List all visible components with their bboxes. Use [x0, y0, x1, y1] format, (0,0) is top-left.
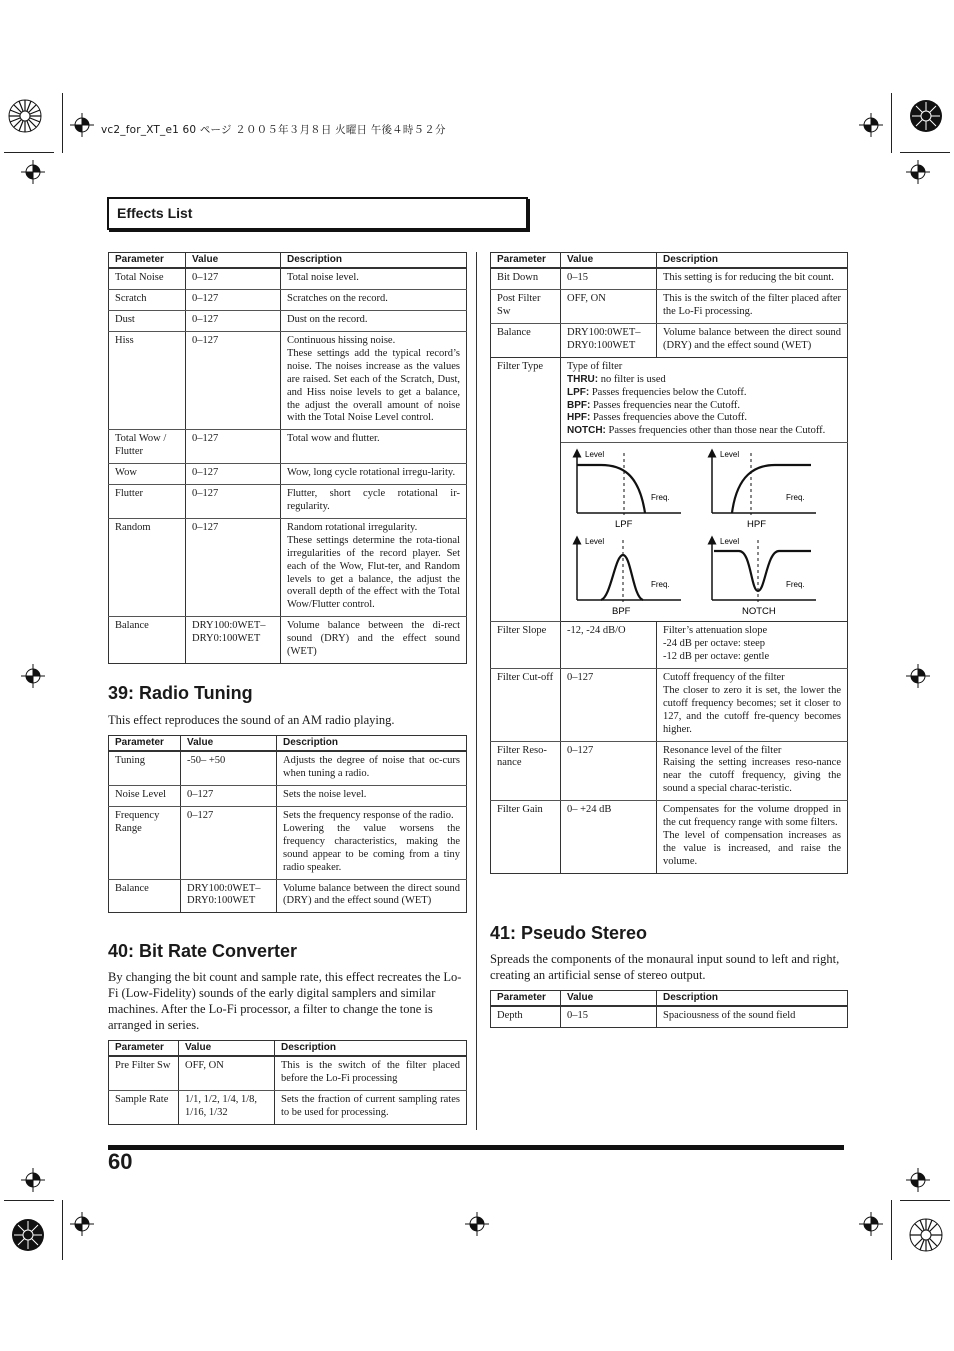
table-row: [109, 464, 467, 485]
lpf-curve: [577, 465, 645, 513]
column-header-description: Description: [281, 253, 467, 269]
filter-type-item: [567, 374, 841, 387]
pseudo-stereo-parameter-table: [490, 990, 848, 1028]
filter-type-text: no filter is used: [598, 373, 666, 385]
description-cell: [281, 290, 467, 311]
column-header-description: Description: [657, 253, 848, 269]
description-cell: [281, 332, 467, 430]
param-cell: Post Filter Sw: [491, 290, 561, 324]
value-cell: 0–127: [186, 311, 281, 332]
crosshair-mark: [859, 1212, 883, 1236]
table-row: [109, 751, 467, 785]
filter-type-key: LPF:: [567, 386, 590, 398]
description-cell: [657, 741, 848, 801]
value-cell: 0–127: [186, 290, 281, 311]
filter-type-item: [567, 425, 841, 438]
value-cell: 0–15: [561, 1006, 657, 1027]
table-body: [491, 622, 848, 873]
bpf-freq-label: Freq.: [651, 580, 670, 590]
hpf-label: HPF: [747, 519, 766, 531]
description-cell: [281, 485, 467, 519]
hpf-level-label: Level: [720, 450, 740, 460]
table-row: [109, 786, 467, 807]
notch-level-label: Level: [720, 537, 740, 547]
value-cell: 0–127: [181, 807, 277, 880]
filter-type-intro: Type of filter: [567, 360, 623, 372]
section-intro-pseudo-stereo: Spreads the components of the monaural input sound to left and right, creating an artificial sense of stereo output.: [490, 952, 840, 982]
value-cell: 0–127: [181, 786, 277, 807]
description-line: This setting is for reducing the bit count.: [663, 272, 834, 284]
description-cell: [277, 879, 467, 913]
description-line: Filter’s attenuation slope: [663, 625, 768, 637]
registration-mark-bottom-left: [2, 1208, 60, 1266]
filter-type-key: BPF:: [567, 399, 591, 411]
value-cell: -12, -24 dB/O: [561, 622, 657, 669]
table-row: [109, 1056, 467, 1090]
section-label-box: [107, 197, 528, 230]
crosshair-mark: [906, 664, 930, 688]
description-line: Sets the frequency response of the radio.: [283, 810, 454, 822]
param-cell: Hiss: [109, 332, 186, 430]
description-cell: [281, 311, 467, 332]
table-row: [109, 617, 467, 664]
crop-line: [900, 152, 950, 153]
description-cell: [657, 622, 848, 669]
table-row: [491, 622, 848, 669]
table-row: [491, 324, 848, 358]
param-cell: Balance: [109, 879, 181, 913]
param-cell: Filter Gain: [491, 801, 561, 874]
description-line: Raising the setting increases reso-nance near the cutoff frequency, giving the sound a special charac-teristic.: [663, 757, 841, 795]
hpf-freq-label: Freq.: [786, 493, 805, 503]
description-cell: [281, 430, 467, 464]
section-title-pseudo-stereo: 41: Pseudo Stereo: [490, 923, 648, 943]
crosshair-mark: [21, 160, 45, 184]
crop-line: [62, 93, 63, 153]
description-cell: [281, 518, 467, 616]
crosshair-mark: [906, 1168, 930, 1192]
description-cell: [657, 1006, 848, 1027]
table-row: [491, 1006, 848, 1027]
lpf-label: LPF: [615, 519, 633, 531]
crosshair-mark: [465, 1212, 489, 1236]
filter-type-description: [561, 357, 848, 442]
column-header-value: Value: [186, 253, 281, 269]
filter-type-text: Passes frequencies near the Cutoff.: [590, 399, 741, 411]
description-line: Volume balance between the direct sound (DRY) and the effect sound (WET): [663, 327, 841, 351]
filter-graphs-svg: [561, 443, 841, 621]
filter-response-graphs: [561, 443, 847, 621]
page-number: 60: [108, 1149, 133, 1174]
description-line: Cutoff frequency of the filter: [663, 671, 785, 683]
column-header-parameter: Parameter: [109, 253, 186, 269]
param-cell: Bit Down: [491, 268, 561, 289]
column-header-parameter: Parameter: [491, 253, 561, 269]
column-header-parameter: Parameter: [109, 1041, 179, 1057]
column-header-parameter: Parameter: [491, 991, 561, 1007]
description-line: Resonance level of the filter: [663, 744, 782, 756]
table-row: [109, 268, 467, 289]
param-cell: Scratch: [109, 290, 186, 311]
table-row: [109, 807, 467, 880]
description-line: This is the switch of the filter placed before the Lo-Fi processing: [281, 1060, 460, 1085]
param-cell: Filter Slope: [491, 622, 561, 669]
table-row: [109, 430, 467, 464]
crosshair-mark: [21, 1168, 45, 1192]
filter-type-text: Passes frequencies below the Cutoff.: [589, 386, 747, 398]
filter-type-key: THRU:: [567, 373, 599, 385]
filter-type-list: [567, 374, 841, 439]
description-cell: [275, 1056, 467, 1090]
description-line: These settings add the typical record’s noise. The noises increase as the values are raised. Set each of the Scratch, Dust, and Hiss noise levels to get a balance, the adjust the overall amount of noise with the Total Noise Level control.: [287, 347, 460, 424]
value-cell: -50– +50: [181, 751, 277, 785]
description-line: Volume balance between the di-rect sound (DRY) and the effect sound (WET): [287, 620, 460, 658]
value-cell: 0–127: [186, 430, 281, 464]
crop-line: [62, 1200, 63, 1260]
description-line: -12 dB per octave: gentle: [663, 651, 770, 663]
registration-mark-top-left: [2, 92, 60, 150]
crosshair-mark: [70, 1212, 94, 1236]
param-cell: Random: [109, 518, 186, 616]
value-cell: 0–127: [186, 332, 281, 430]
description-line: These settings determine the rota-tional irregularities of the record player. Set each of the Wow, Flut-ter, and Random levels to get a balance, the adjust the overall depth of the effect with the Total Wow/Flutter control.: [287, 534, 460, 611]
table-body: [109, 751, 467, 913]
section-title-radio-tuning: 39: Radio Tuning: [108, 683, 253, 703]
table-row: [109, 518, 467, 616]
param-cell: Balance: [491, 324, 561, 358]
section-intro-radio-tuning: This effect reproduces the sound of an AM radio playing.: [108, 713, 395, 727]
description-line: Dust on the record.: [287, 314, 368, 326]
description-line: Continuous hissing noise.: [287, 335, 396, 347]
description-cell: [657, 668, 848, 741]
param-cell: Sample Rate: [109, 1091, 179, 1125]
description-line: Random rotational irregularity.: [287, 521, 418, 533]
description-line: The level of compensation increases as the value is increased, and raise the volume.: [663, 829, 841, 867]
description-line: Total noise level.: [287, 272, 359, 284]
filter-graphs-cell: [561, 443, 848, 622]
value-cell: DRY100:0WET– DRY0:100WET: [561, 324, 657, 358]
section-title-bit-rate-converter: 40: Bit Rate Converter: [108, 941, 298, 961]
table-row: [491, 668, 848, 741]
description-cell: [657, 324, 848, 358]
value-cell: 1/1, 1/2, 1/4, 1/8, 1/16, 1/32: [179, 1091, 275, 1125]
value-cell: DRY100:0WET– DRY0:100WET: [181, 879, 277, 913]
value-cell: 0– +24 dB: [561, 801, 657, 874]
table-row: [491, 290, 848, 324]
column-divider: [476, 252, 477, 1130]
description-cell: [277, 807, 467, 880]
table-row: [109, 290, 467, 311]
filter-type-text: Passes frequencies other than those near the Cutoff.: [605, 425, 826, 437]
param-cell: Filter Type: [491, 357, 561, 621]
description-line: Flutter, short cycle rotational ir-regularity.: [287, 488, 460, 512]
column-header-value: Value: [179, 1041, 275, 1057]
bit-rate-continued-table: [490, 252, 848, 874]
filter-type-block: [491, 357, 848, 621]
param-cell: Wow: [109, 464, 186, 485]
table-row: [491, 741, 848, 801]
filter-type-key: NOTCH:: [567, 425, 606, 437]
registration-mark-bottom-right: [898, 1208, 952, 1266]
table-row: [109, 1091, 467, 1125]
description-cell: [277, 751, 467, 785]
value-cell: 0–15: [561, 268, 657, 289]
radio-tuning-parameter-table: [108, 735, 467, 913]
description-line: Spaciousness of the sound field: [663, 1010, 796, 1022]
lpf-level-label: Level: [585, 450, 605, 460]
notch-freq-label: Freq.: [786, 580, 805, 590]
description-cell: [281, 268, 467, 289]
column-header-description: Description: [277, 736, 467, 752]
noise-parameter-table: [108, 252, 467, 664]
param-cell: Flutter: [109, 485, 186, 519]
table-row: [109, 485, 467, 519]
registration-mark-top-right: [902, 92, 952, 150]
table-row: [109, 879, 467, 913]
value-cell: 0–127: [186, 518, 281, 616]
description-line: Total wow and flutter.: [287, 433, 380, 445]
description-line: Sets the noise level.: [283, 789, 367, 801]
filter-type-item: [567, 387, 841, 400]
param-cell: Filter Reso-nance: [491, 741, 561, 801]
param-cell: Pre Filter Sw: [109, 1056, 179, 1090]
table-body: [109, 1056, 467, 1124]
value-cell: 0–127: [186, 268, 281, 289]
description-line: Sets the fraction of current sampling rates to be used for processing.: [281, 1094, 460, 1119]
column-header-description: Description: [275, 1041, 467, 1057]
table-body: [491, 1006, 848, 1027]
column-header-value: Value: [561, 253, 657, 269]
description-line: Scratches on the record.: [287, 293, 388, 305]
description-line: The closer to zero it is set, the lower the cutoff frequency becomes; set it closer to 127, and the cutoff fre-quency becomes higher.: [663, 684, 841, 735]
param-cell: Total Wow / Flutter: [109, 430, 186, 464]
table-body: [109, 268, 467, 663]
crosshair-mark: [859, 113, 883, 137]
crop-line: [4, 1200, 54, 1201]
param-cell: Noise Level: [109, 786, 181, 807]
column-header-value: Value: [561, 991, 657, 1007]
table-body: [491, 268, 848, 357]
description-cell: [657, 290, 848, 324]
filter-type-item: [567, 400, 841, 413]
crop-line: [4, 152, 54, 153]
bit-rate-parameter-table: [108, 1040, 467, 1125]
crop-line: [891, 1200, 892, 1260]
column-header-description: Description: [657, 991, 848, 1007]
value-cell: 0–127: [561, 741, 657, 801]
lpf-freq-label: Freq.: [651, 493, 670, 503]
value-cell: 0–127: [186, 464, 281, 485]
filter-type-item: [567, 412, 841, 425]
value-cell: DRY100:0WET– DRY0:100WET: [186, 617, 281, 664]
table-row: [109, 332, 467, 430]
description-cell: [281, 617, 467, 664]
description-line: Volume balance between the direct sound (DRY) and the effect sound (WET): [283, 882, 460, 907]
crosshair-mark: [906, 160, 930, 184]
param-cell: Tuning: [109, 751, 181, 785]
value-cell: 0–127: [186, 485, 281, 519]
param-cell: Frequency Range: [109, 807, 181, 880]
section-intro-bit-rate-converter: By changing the bit count and sample rate, this effect recreates the Lo-Fi (Low-Fidelity) sounds of the early digital samplers and similar machines. After the Lo-Fi processor, a filter to change the tone is arranged in series.: [108, 970, 462, 1032]
description-line: Compensates for the volume dropped in the cut frequency range with some filters.: [663, 804, 841, 829]
value-cell: OFF, ON: [179, 1056, 275, 1090]
description-line: Lowering the value worsens the frequency characteristics, making the sound appear to be coming from a tiny radio speaker.: [283, 822, 460, 873]
bpf-level-label: Level: [585, 537, 605, 547]
description-cell: [657, 801, 848, 874]
table-row: [109, 311, 467, 332]
description-cell: [281, 464, 467, 485]
column-header-value: Value: [181, 736, 277, 752]
hpf-curve: [732, 465, 811, 513]
crosshair-mark: [70, 113, 94, 137]
param-cell: Balance: [109, 617, 186, 664]
print-header-line: vc2_for_XT_e1 60 ページ ２００５年３月８日 火曜日 午後４時５２分: [101, 124, 446, 136]
crosshair-mark: [21, 664, 45, 688]
param-cell: Total Noise: [109, 268, 186, 289]
value-cell: 0–127: [561, 668, 657, 741]
filter-type-text: Passes frequencies above the Cutoff.: [590, 412, 748, 424]
description-line: This is the switch of the filter placed after the Lo-Fi processing.: [663, 293, 841, 318]
bpf-curve: [601, 555, 643, 600]
table-row: [491, 801, 848, 874]
value-cell: OFF, ON: [561, 290, 657, 324]
table-row: [491, 357, 848, 442]
footer-rule: [108, 1145, 844, 1150]
description-line: -24 dB per octave: steep: [663, 638, 766, 650]
param-cell: Dust: [109, 311, 186, 332]
crop-line: [891, 93, 892, 153]
notch-label: NOTCH: [742, 606, 776, 618]
description-cell: [277, 786, 467, 807]
section-label: Effects List: [117, 205, 193, 221]
bpf-label: BPF: [612, 606, 631, 618]
table-row: [491, 268, 848, 289]
param-cell: Depth: [491, 1006, 561, 1027]
description-cell: [275, 1091, 467, 1125]
description-line: Adjusts the degree of noise that oc-curs when tuning a radio.: [283, 755, 460, 780]
description-line: Wow, long cycle rotational irregu-larity.: [287, 467, 456, 479]
column-header-parameter: Parameter: [109, 736, 181, 752]
description-cell: [657, 268, 848, 289]
param-cell: Filter Cut-off: [491, 668, 561, 741]
crop-line: [900, 1200, 950, 1201]
filter-type-key: HPF:: [567, 412, 591, 424]
